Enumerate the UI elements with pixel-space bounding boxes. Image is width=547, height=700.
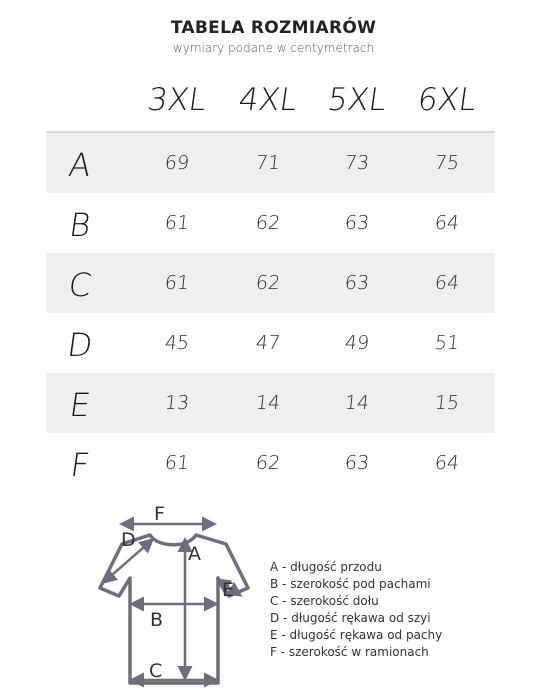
table-cell: 14 [343,392,371,414]
size-table [46,78,495,493]
table-cell: 61 [163,272,191,294]
column-header-3xl: 3XL [145,82,209,118]
table-row-d [46,313,495,373]
table-cell: 64 [433,452,461,474]
table-row-c [46,253,495,313]
table-cell: 73 [343,152,371,174]
legend-item-c: C - szerokość dołu [270,594,379,608]
tshirt-outline [100,535,248,683]
tshirt-diagram [88,500,260,695]
legend-item-e: E - długość rękawa od pachy [270,628,443,642]
diagram-label-d: D [121,529,136,551]
legend-item-f: F - szerokość w ramionach [270,645,429,659]
row-label: B [66,206,94,244]
table-cell: 62 [254,452,282,474]
legend-item-d: D - długość rękawa od szyi [270,611,431,625]
table-cell: 47 [254,332,282,354]
row-label: A [66,146,94,184]
table-cell: 13 [163,392,191,414]
table-cell: 63 [343,272,371,294]
row-label: C [66,266,94,304]
legend-item-a: A - długość przodu [270,560,382,574]
table-row-b [46,193,495,253]
size-table-header [46,78,495,133]
table-cell: 61 [163,212,191,234]
measurement-legend [270,559,442,661]
page-subtitle: wymiary podane w centymetrach [172,41,375,55]
row-label: D [65,326,95,364]
legend-item-b: B - szerokość pod pachami [270,577,431,591]
table-row-f [46,433,495,493]
table-cell: 64 [433,272,461,294]
column-header-5xl: 5XL [325,82,389,118]
table-cell: 75 [433,152,461,174]
table-cell: 15 [433,392,461,414]
row-label: E [67,386,93,424]
table-cell: 61 [163,452,191,474]
diagram-label-c: C [149,660,163,682]
table-row-e [46,373,495,433]
table-row-a [46,133,495,193]
table-cell: 63 [343,212,371,234]
row-label: F [68,446,92,484]
table-cell: 62 [254,272,282,294]
diagram-label-e: E [222,579,235,601]
table-cell: 62 [254,212,282,234]
diagram-label-f: F [154,503,165,525]
column-header-6xl: 6XL [415,82,479,118]
table-cell: 14 [254,392,282,414]
table-cell: 63 [343,452,371,474]
table-cell: 64 [433,212,461,234]
diagram-label-b: B [150,609,164,631]
table-cell: 51 [433,332,461,354]
diagram-label-a: A [188,543,201,565]
column-header-4xl: 4XL [236,82,300,118]
table-cell: 71 [254,152,282,174]
table-cell: 45 [163,332,191,354]
table-cell: 49 [343,332,371,354]
page-title: TABELA ROZMIARÓW [170,18,377,38]
table-cell: 69 [163,152,191,174]
